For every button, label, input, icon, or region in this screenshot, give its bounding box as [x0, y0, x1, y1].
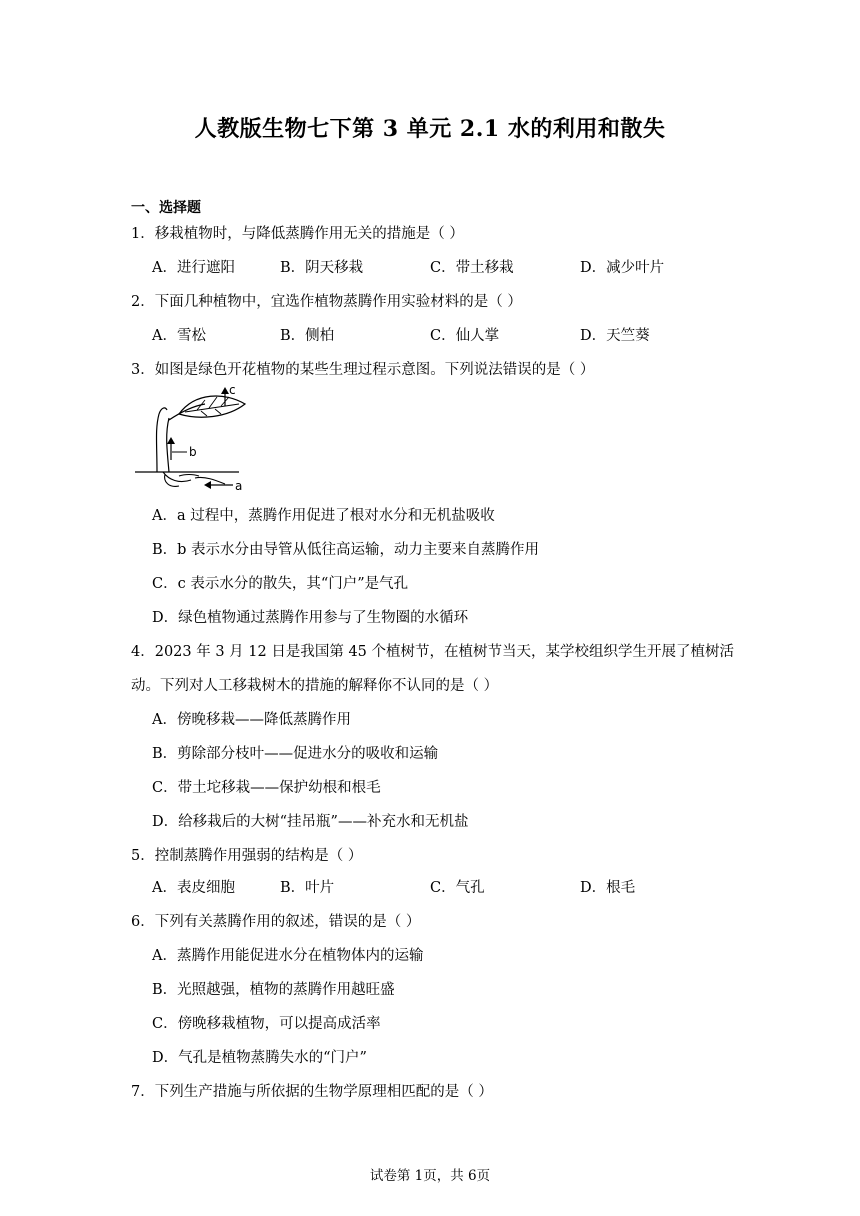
question-1-option-a[interactable]: A．进行遮阳 — [152, 260, 235, 276]
question-1-option-d[interactable]: D．减少叶片 — [580, 260, 665, 276]
question-5-option-d[interactable]: D．根毛 — [580, 880, 636, 896]
question-2-option-d[interactable]: D．天竺葵 — [580, 328, 650, 344]
plant-diagram-svg — [135, 384, 247, 494]
question-1-option-b[interactable]: B．阴天移栽 — [280, 260, 364, 276]
question-4-option-b[interactable]: B．剪除部分枝叶——促进水分的吸收和运输 — [152, 746, 439, 762]
question-3-option-d[interactable]: D．绿色植物通过蒸腾作用参与了生物圈的水循环 — [152, 610, 469, 626]
label-c: c — [229, 384, 236, 397]
question-4-option-a[interactable]: A．傍晚移栽——降低蒸腾作用 — [152, 712, 351, 728]
question-5-option-b[interactable]: B．叶片 — [280, 880, 335, 896]
question-3-option-a[interactable]: A．a 过程中，蒸腾作用促进了根对水分和无机盐吸收 — [152, 508, 495, 524]
page-title: 人教版生物七下第 3 单元 2.1 水的利用和散失 — [194, 116, 666, 142]
label-a: a — [235, 479, 243, 493]
question-6-option-d[interactable]: D．气孔是植物蒸腾失水的“门户” — [152, 1050, 367, 1066]
question-4-stem-line-2: 动。下列对人工移栽树木的措施的解释你不认同的是（ ） — [131, 678, 499, 694]
label-b: b — [189, 445, 197, 459]
question-4-stem-line-1: 4．2023 年 3 月 12 日是我国第 45 个植树节，在植树节当天，某学校组织学生开展了植树活 — [131, 644, 735, 660]
question-4-option-d[interactable]: D．给移栽后的大树“挂吊瓶”——补充水和无机盐 — [152, 814, 469, 830]
arrow-a-head — [204, 481, 211, 489]
plant-process-diagram — [135, 384, 247, 494]
arrow-b-head — [167, 437, 175, 444]
question-6-option-b[interactable]: B．光照越强，植物的蒸腾作用越旺盛 — [152, 982, 395, 998]
question-5-stem: 5．控制蒸腾作用强弱的结构是（ ） — [131, 848, 363, 864]
question-6-option-a[interactable]: A．蒸腾作用能促进水分在植物体内的运输 — [152, 948, 424, 964]
page-footer: 试卷第 1页，共 6页 — [369, 1168, 491, 1184]
question-2-option-c[interactable]: C．仙人掌 — [430, 328, 500, 344]
leaf-veins — [185, 397, 239, 416]
question-3-option-c[interactable]: C．c 表示水分的散失，其“门户”是气孔 — [152, 576, 409, 592]
question-1-option-c[interactable]: C．带土移栽 — [430, 260, 514, 276]
question-3-stem: 3．如图是绿色开花植物的某些生理过程示意图。下列说法错误的是（ ） — [131, 362, 595, 378]
arrow-c-head — [221, 387, 229, 394]
question-2-option-a[interactable]: A．雪松 — [152, 328, 206, 344]
question-2-stem: 2．下面几种植物中，宜选作植物蒸腾作用实验材料的是（ ） — [131, 294, 522, 310]
question-5-option-c[interactable]: C．气孔 — [430, 880, 485, 896]
question-6-option-c[interactable]: C．傍晚移栽植物，可以提高成活率 — [152, 1016, 381, 1032]
question-4-option-c[interactable]: C．带土坨移栽——保护幼根和根毛 — [152, 780, 381, 796]
section-heading: 一、选择题 — [131, 200, 201, 216]
question-6-stem: 6．下列有关蒸腾作用的叙述，错误的是（ ） — [131, 914, 421, 930]
stem-top — [159, 408, 167, 414]
roots-shape — [163, 472, 225, 486]
question-3-option-b[interactable]: B．b 表示水分由导管从低往高运输，动力主要来自蒸腾作用 — [152, 542, 540, 558]
question-5-option-a[interactable]: A．表皮细胞 — [152, 880, 235, 896]
question-1-stem: 1．移栽植物时，与降低蒸腾作用无关的措施是（ ） — [131, 226, 464, 242]
leaf-shape — [179, 396, 245, 417]
stem-shape — [157, 414, 170, 472]
question-2-option-b[interactable]: B．侧柏 — [280, 328, 335, 344]
question-7-stem: 7．下列生产措施与所依据的生物学原理相匹配的是（ ） — [131, 1084, 493, 1100]
